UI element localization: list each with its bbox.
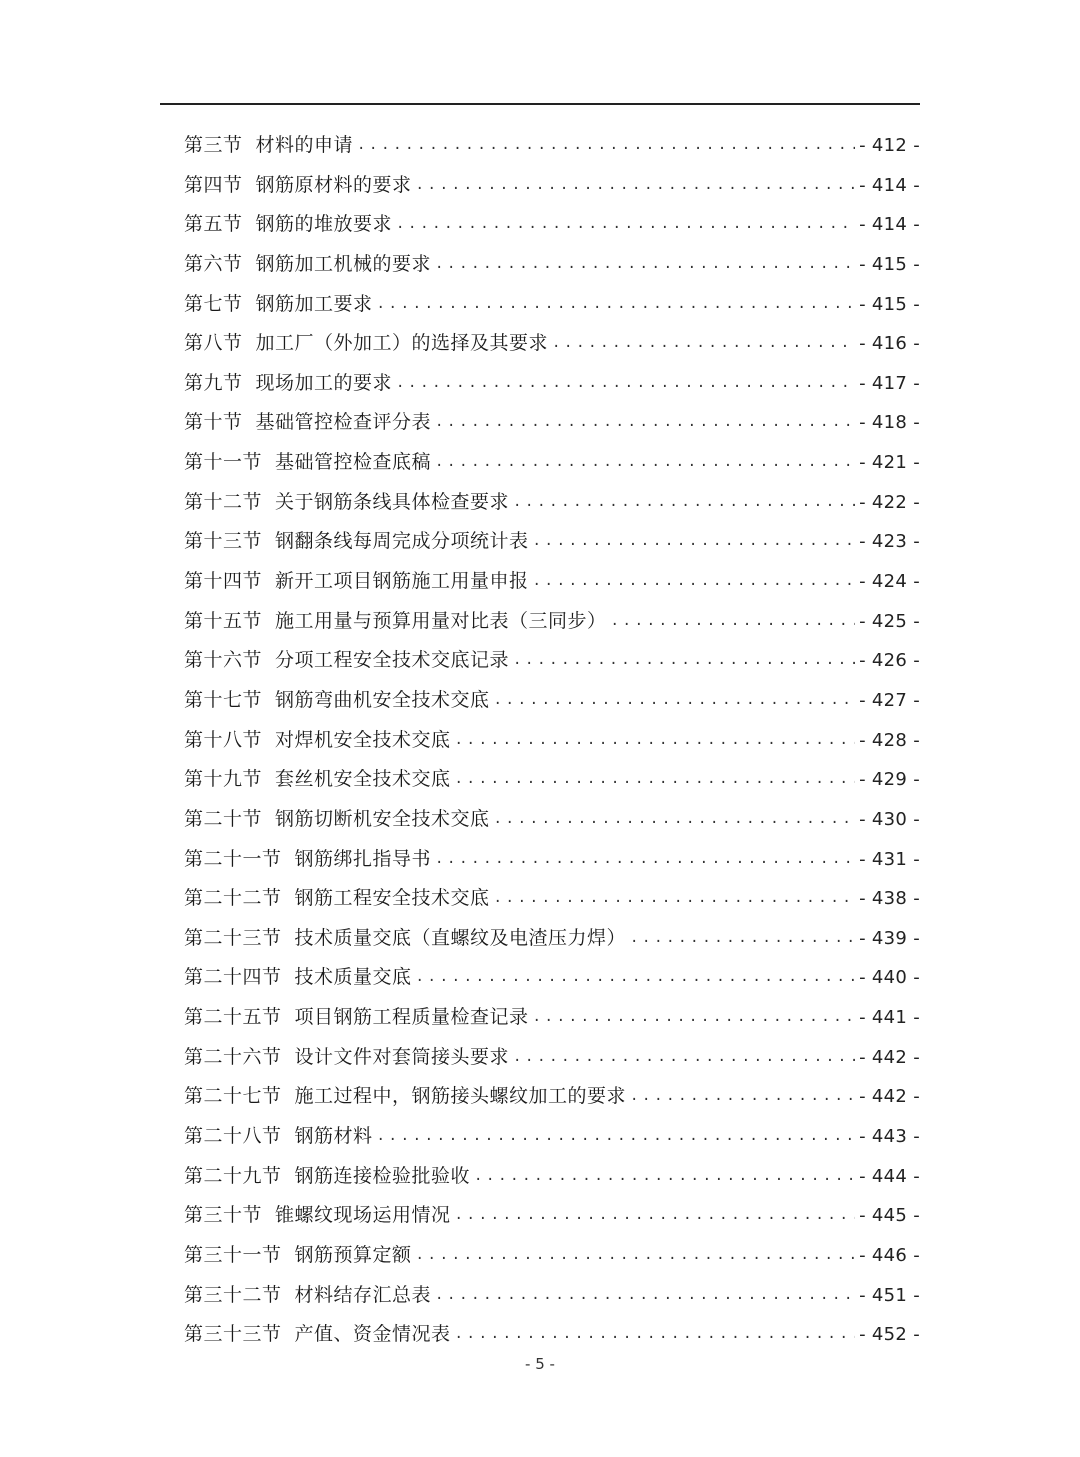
toc-page-number: - 417 - xyxy=(859,372,920,394)
toc-dot-leader xyxy=(533,562,856,602)
toc-page-number: - 445 - xyxy=(859,1205,920,1227)
toc-page-number: - 421 - xyxy=(859,452,920,474)
toc-page-number: - 418 - xyxy=(859,412,920,434)
toc-entry[interactable] xyxy=(184,641,920,681)
toc-section-title: 钢筋的堆放要求 xyxy=(255,213,393,236)
toc-entry[interactable] xyxy=(184,721,920,761)
toc-page-number: - 412 - xyxy=(859,134,920,156)
toc-dot-leader xyxy=(377,285,856,325)
toc-section-title: 材料的申请 xyxy=(255,133,354,156)
toc-page-number: - 430 - xyxy=(859,808,920,830)
toc-section-title: 施工过程中，钢筋接头螺纹加工的要求 xyxy=(294,1085,627,1108)
toc-entry[interactable] xyxy=(184,760,920,800)
toc-entry[interactable] xyxy=(184,522,920,562)
toc-section-number: 第九节 xyxy=(184,371,243,394)
toc-section-title: 施工用量与预算用量对比表（三同步） xyxy=(275,609,607,632)
toc-dot-leader xyxy=(435,245,855,285)
toc-dot-leader xyxy=(513,1038,855,1078)
toc-dot-leader xyxy=(396,205,855,245)
toc-section-title: 钢筋切断机安全技术交底 xyxy=(275,807,490,830)
toc-section-title: 锥螺纹现场运用情况 xyxy=(275,1204,451,1227)
toc-dot-leader xyxy=(455,1315,856,1355)
toc-page-number: - 446 - xyxy=(859,1244,920,1266)
toc-section-title: 钢筋弯曲机安全技术交底 xyxy=(275,688,490,711)
toc-page-number: - 429 - xyxy=(859,769,920,791)
toc-section-title: 套丝机安全技术交底 xyxy=(275,768,451,791)
toc-entry[interactable] xyxy=(184,483,920,523)
toc-section-title: 钢筋原材料的要求 xyxy=(255,173,412,196)
toc-section-title: 分项工程安全技术交底记录 xyxy=(275,649,510,672)
toc-entry[interactable] xyxy=(184,1077,920,1117)
toc-section-number: 第二十一节 xyxy=(184,847,282,870)
toc-section-title: 产值、资金情况表 xyxy=(294,1323,451,1346)
toc-section-number: 第十二节 xyxy=(184,490,263,513)
toc-section-number: 第十五节 xyxy=(184,609,263,632)
toc-section-number: 第五节 xyxy=(184,213,243,236)
toc-page-number: - 425 - xyxy=(859,610,920,632)
toc-dot-leader xyxy=(611,602,856,642)
toc-entry[interactable] xyxy=(184,1038,920,1078)
toc-page-number: - 415 - xyxy=(859,253,920,275)
toc-section-title: 技术质量交底（直螺纹及电渣压力焊） xyxy=(294,926,627,949)
toc-section-title: 钢筋材料 xyxy=(294,1125,373,1147)
toc-dot-leader xyxy=(630,919,855,959)
toc-dot-leader xyxy=(513,641,855,681)
toc-dot-leader xyxy=(494,681,856,721)
toc-dot-leader xyxy=(494,800,856,840)
toc-dot-leader xyxy=(552,324,855,364)
toc-dot-leader xyxy=(435,403,855,443)
toc-page-number: - 414 - xyxy=(859,174,920,196)
toc-section-number: 第三十一节 xyxy=(184,1243,282,1266)
toc-section-title: 技术质量交底 xyxy=(294,966,412,989)
toc-entry[interactable] xyxy=(184,1276,920,1316)
toc-page-number: - 427 - xyxy=(859,689,920,711)
toc-entry[interactable] xyxy=(184,879,920,919)
toc-entry[interactable] xyxy=(184,998,920,1038)
toc-entry[interactable] xyxy=(184,443,920,483)
toc-page-number: - 423 - xyxy=(859,531,920,553)
toc-page-number: - 431 - xyxy=(859,848,920,870)
toc-section-number: 第二十五节 xyxy=(184,1006,282,1029)
toc-dot-leader xyxy=(435,840,855,880)
toc-entry[interactable] xyxy=(184,958,920,998)
toc-entry[interactable] xyxy=(184,403,920,443)
toc-dot-leader xyxy=(377,1117,856,1157)
toc-section-title: 新开工项目钢筋施工用量申报 xyxy=(275,570,529,593)
toc-section-number: 第二十七节 xyxy=(184,1085,282,1108)
toc-section-number: 第十四节 xyxy=(184,570,263,593)
toc-section-number: 第十六节 xyxy=(184,649,263,672)
toc-entry[interactable] xyxy=(184,1236,920,1276)
toc-entry[interactable] xyxy=(184,245,920,285)
toc-section-number: 第十一节 xyxy=(184,451,263,474)
toc-page-number: - 442 - xyxy=(859,1046,920,1068)
toc-page-number: - 442 - xyxy=(859,1086,920,1108)
toc-section-title: 加工厂（外加工）的选择及其要求 xyxy=(255,332,549,355)
toc-section-title: 关于钢筋条线具体检查要求 xyxy=(275,490,510,513)
toc-dot-leader xyxy=(455,760,856,800)
toc-section-number: 第十节 xyxy=(184,411,243,434)
toc-section-number: 第十三节 xyxy=(184,530,263,553)
toc-entry[interactable] xyxy=(184,1196,920,1236)
toc-section-number: 第二十二节 xyxy=(184,887,282,910)
toc-page-number: - 416 - xyxy=(859,333,920,355)
toc-entry[interactable] xyxy=(184,126,920,166)
toc-section-number: 第二十四节 xyxy=(184,966,282,989)
toc-section-number: 第二十八节 xyxy=(184,1125,282,1147)
toc-section-number: 第二十六节 xyxy=(184,1045,282,1068)
toc-dot-leader xyxy=(494,879,856,919)
toc-section-number: 第二十三节 xyxy=(184,926,282,949)
toc-entry[interactable] xyxy=(184,364,920,404)
toc-dot-leader xyxy=(416,1236,856,1276)
toc-page-number: - 428 - xyxy=(859,729,920,751)
header-rule xyxy=(160,103,920,105)
toc-section-number: 第八节 xyxy=(184,332,243,355)
table-of-contents xyxy=(184,126,920,1355)
toc-section-number: 第四节 xyxy=(184,173,243,196)
toc-page-number: - 451 - xyxy=(859,1284,920,1306)
toc-dot-leader xyxy=(630,1077,855,1117)
page-number: - 5 - xyxy=(525,1355,555,1373)
toc-dot-leader xyxy=(533,522,856,562)
toc-section-title: 基础管控检查评分表 xyxy=(255,411,432,434)
toc-dot-leader xyxy=(435,443,855,483)
toc-dot-leader xyxy=(416,166,856,206)
toc-section-title: 钢筋绑扎指导书 xyxy=(294,847,432,870)
toc-dot-leader xyxy=(396,364,855,404)
toc-entry[interactable] xyxy=(184,1117,920,1157)
toc-dot-leader xyxy=(455,721,856,761)
toc-section-number: 第二十九节 xyxy=(184,1164,282,1187)
toc-dot-leader xyxy=(416,958,856,998)
toc-page-number: - 440 - xyxy=(859,967,920,989)
toc-section-number: 第三十三节 xyxy=(184,1323,282,1346)
toc-dot-leader xyxy=(435,1276,855,1316)
toc-section-title: 钢筋加工机械的要求 xyxy=(255,252,432,275)
toc-page-number: - 443 - xyxy=(859,1126,920,1147)
toc-section-title: 钢筋加工要求 xyxy=(255,292,373,315)
toc-page-number: - 422 - xyxy=(859,491,920,513)
toc-section-number: 第三节 xyxy=(184,133,243,156)
toc-section-number: 第三十节 xyxy=(184,1204,263,1227)
toc-dot-leader xyxy=(533,998,856,1038)
toc-entry[interactable] xyxy=(184,285,920,325)
toc-entry[interactable] xyxy=(184,205,920,245)
toc-section-number: 第十八节 xyxy=(184,728,263,751)
toc-dot-leader xyxy=(513,483,855,523)
toc-section-title: 对焊机安全技术交底 xyxy=(275,728,451,751)
toc-entry[interactable] xyxy=(184,1157,920,1197)
toc-dot-leader xyxy=(357,126,855,166)
toc-entry[interactable] xyxy=(184,681,920,721)
toc-section-number: 第七节 xyxy=(184,292,243,315)
toc-section-title: 基础管控检查底稿 xyxy=(275,451,432,474)
toc-dot-leader xyxy=(455,1196,856,1236)
toc-section-number: 第十七节 xyxy=(184,688,263,711)
toc-section-number: 第三十二节 xyxy=(184,1283,282,1306)
toc-page-number: - 452 - xyxy=(859,1324,920,1346)
toc-entry[interactable] xyxy=(184,562,920,602)
toc-dot-leader xyxy=(474,1157,855,1197)
toc-page-number: - 426 - xyxy=(859,650,920,672)
toc-page-number: - 424 - xyxy=(859,571,920,593)
toc-section-title: 钢翻条线每周完成分项统计表 xyxy=(275,530,529,553)
toc-entry[interactable] xyxy=(184,324,920,364)
toc-section-number: 第二十节 xyxy=(184,807,263,830)
toc-entry[interactable] xyxy=(184,840,920,880)
toc-section-title: 钢筋连接检验批验收 xyxy=(294,1164,471,1187)
toc-section-title: 钢筋工程安全技术交底 xyxy=(294,887,490,910)
toc-section-title: 钢筋预算定额 xyxy=(294,1243,412,1266)
toc-section-title: 项目钢筋工程质量检查记录 xyxy=(294,1006,529,1029)
toc-section-number: 第十九节 xyxy=(184,768,263,791)
toc-page-number: - 438 - xyxy=(859,888,920,910)
toc-section-title: 材料结存汇总表 xyxy=(294,1283,432,1306)
toc-entry[interactable] xyxy=(184,919,920,959)
toc-page-number: - 414 - xyxy=(859,214,920,236)
toc-section-number: 第六节 xyxy=(184,252,243,275)
toc-entry[interactable] xyxy=(184,1315,920,1355)
toc-section-title: 设计文件对套筒接头要求 xyxy=(294,1045,510,1068)
toc-entry[interactable] xyxy=(184,166,920,206)
toc-page-number: - 415 - xyxy=(859,293,920,315)
toc-section-title: 现场加工的要求 xyxy=(255,371,393,394)
toc-page-number: - 441 - xyxy=(859,1007,920,1029)
toc-entry[interactable] xyxy=(184,602,920,642)
toc-entry[interactable] xyxy=(184,800,920,840)
toc-page-number: - 444 - xyxy=(859,1165,920,1187)
toc-page-number: - 439 - xyxy=(859,927,920,949)
